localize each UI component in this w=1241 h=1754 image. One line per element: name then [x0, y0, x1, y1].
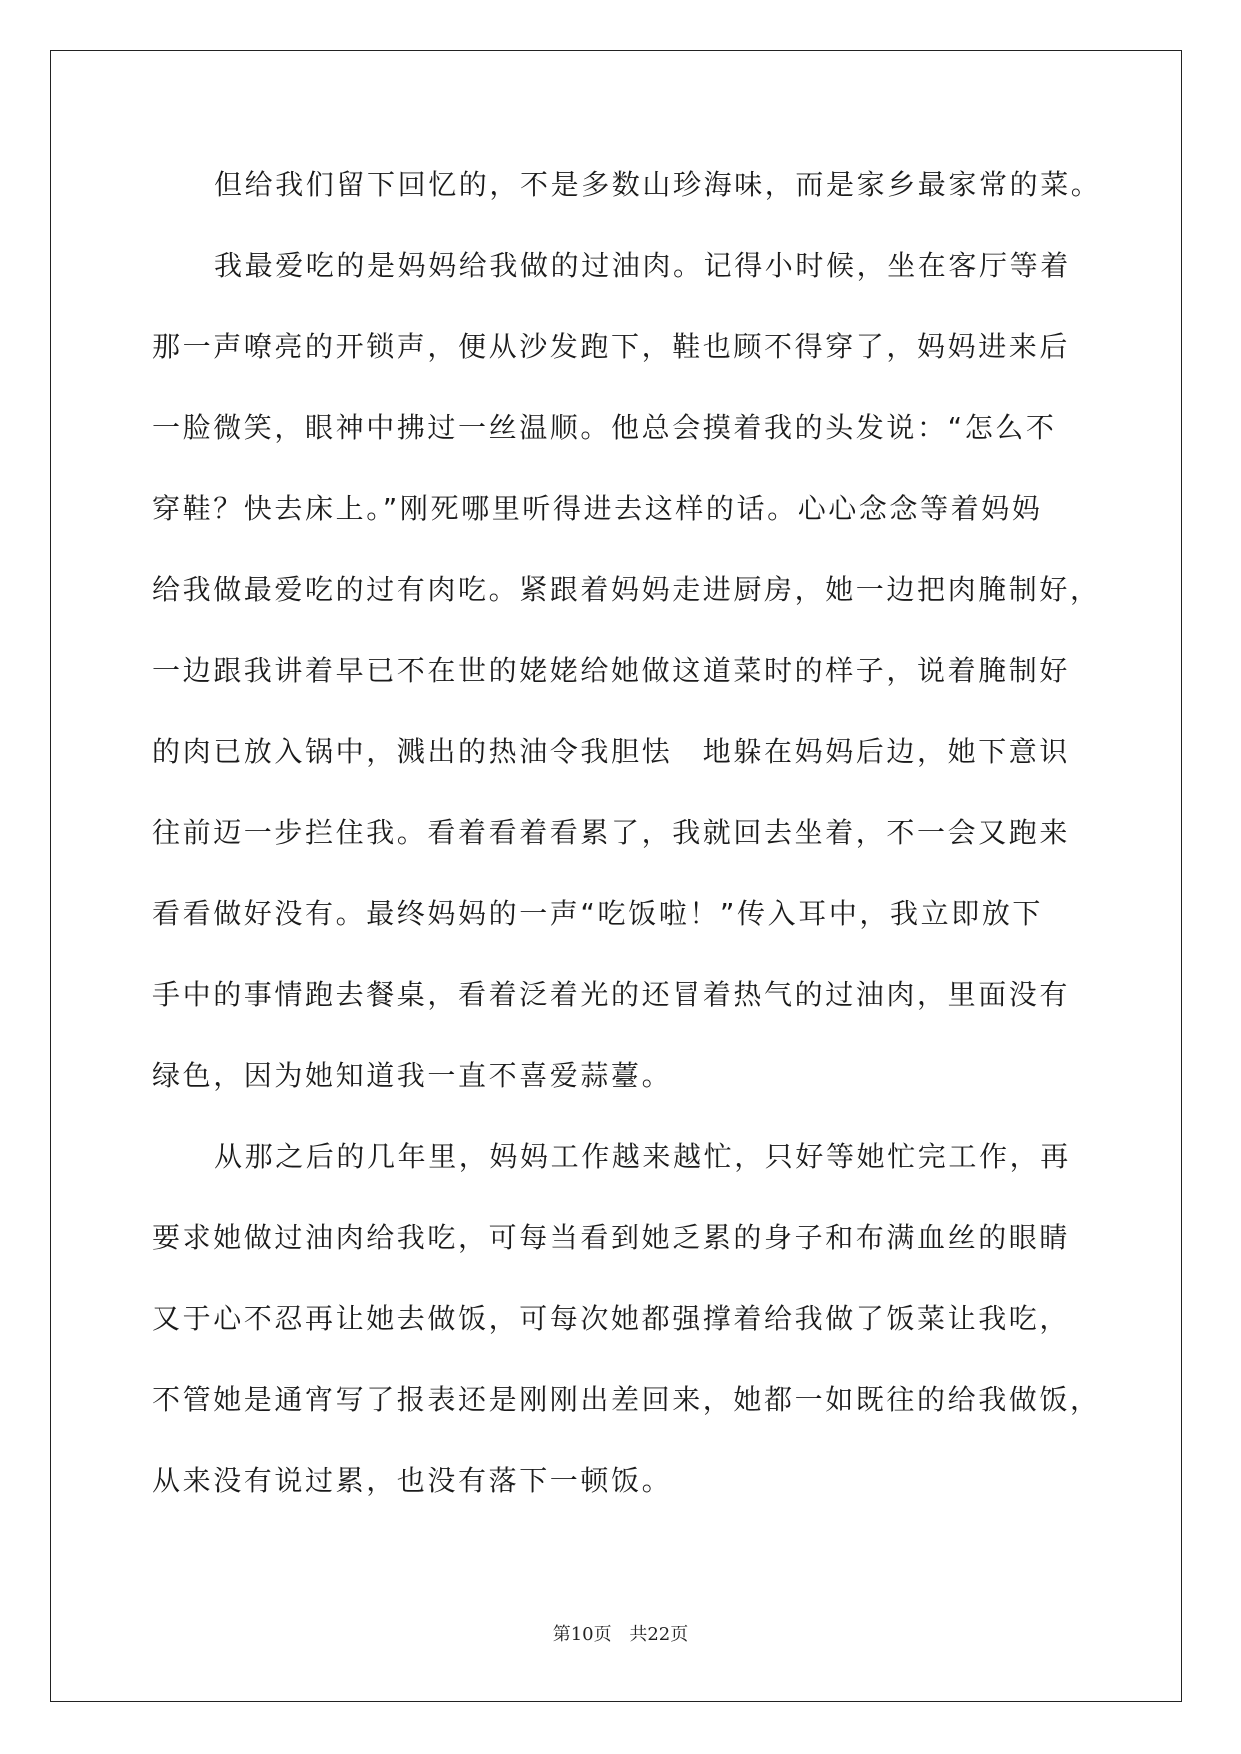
text-line: 绿色，因为她知道我一直不喜爱蒜薹。 — [152, 1059, 673, 1092]
text-line: 手中的事情跑去餐桌，看着泛着光的还冒着热气的过油肉，里面没有 — [152, 978, 1071, 1011]
text-line: 那一声嘹亮的开锁声，便从沙发跑下，鞋也顾不得穿了，妈妈进来后 — [152, 330, 1071, 363]
text-line: 的肉已放入锅中，溅出的热油令我胆怯 地躲在妈妈后边，她下意识 — [152, 735, 1071, 768]
text-line: 又于心不忍再让她去做饭，可每次她都强撑着给我做了饭菜让我吃， — [152, 1302, 1071, 1335]
text-line: 往前迈一步拦住我。看着看着看累了，我就回去坐着，不一会又跑来 — [152, 816, 1071, 849]
text-line: 给我做最爱吃的过有肉吃。紧跟着妈妈走进厨房，她一边把肉腌制好， — [152, 573, 1101, 606]
text-line: 要求她做过油肉给我吃，可每当看到她乏累的身子和布满血丝的眼睛 — [152, 1221, 1071, 1254]
page-footer — [0, 1620, 1241, 1646]
text-line: 但给我们留下回忆的，不是多数山珍海味，而是家乡最家常的菜。 — [214, 168, 1102, 201]
text-line: 看看做好没有。最终妈妈的一声“吃饭啦！”传入耳中，我立即放下 — [152, 897, 1044, 930]
page-number: 第10页 — [552, 1624, 612, 1645]
text-line: 不管她是通宵写了报表还是刚刚出差回来，她都一如既往的给我做饭， — [152, 1383, 1101, 1416]
text-line: 一边跟我讲着早已不在世的姥姥给她做这道菜时的样子，说着腌制好 — [152, 654, 1071, 687]
page-total: 共22页 — [629, 1624, 689, 1645]
text-line: 一脸微笑，眼神中拂过一丝温顺。他总会摸着我的头发说：“怎么不 — [152, 411, 1057, 444]
text-line: 从那之后的几年里，妈妈工作越来越忙，只好等她忙完工作，再 — [214, 1140, 1071, 1173]
document-body — [152, 157, 1102, 1534]
text-line: 我最爱吃的是妈妈给我做的过油肉。记得小时候，坐在客厅等着 — [214, 249, 1071, 282]
text-line: 从来没有说过累，也没有落下一顿饭。 — [152, 1464, 673, 1497]
text-line: 穿鞋？快去床上。”刚死哪里听得进去这样的话。心心念念等着妈妈 — [152, 492, 1043, 525]
